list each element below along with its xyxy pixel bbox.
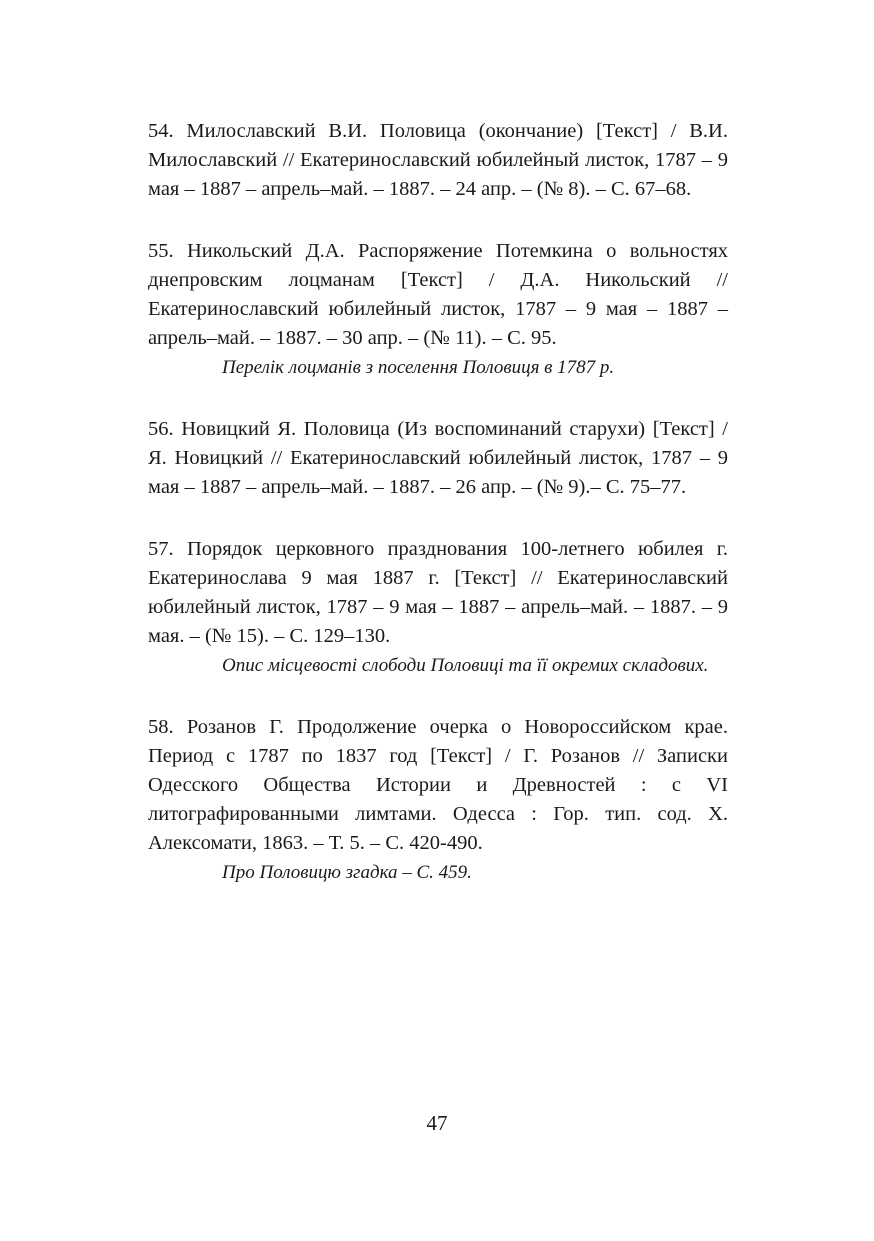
bibliography-entry-55: [148, 237, 728, 382]
entry-note: Опис місцевості слободи Половиці та її окремих складових.: [222, 655, 709, 676]
entry-text: 54. Милославский В.И. Половица (окончание) [Текст] / В.И. Милославский // Екатеринославский юбилейный листок, 1787 – 9 мая – 1887 – апрель–май. – 1887. – 24 апр. – (№ 8). – С. 67–68.: [148, 120, 728, 200]
page-body: [148, 117, 728, 920]
entry-text: 58. Розанов Г. Продолжение очерка о Новороссийском крае. Период с 1787 по 1837 год [Текст] / Г. Розанов // Записки Одесского Общества Истории и Древностей : с VI литографированными лимтами. Одесса : Гор. тип. сод. Х. Алексомати, 1863. – Т. 5. – С. 420-490.: [148, 716, 728, 854]
bibliography-entry-54: [148, 117, 728, 204]
entry-text: 55. Никольский Д.А. Распоряжение Потемкина о вольностях днепровским лоцманам [Текст] / Д.А. Никольский // Екатеринославский юбилейный листок, 1787 – 9 мая – 1887 – апрель–май. – 1887. – 30 апр. – (№ 11). – С. 95.: [148, 240, 728, 349]
page-number: 47: [426, 1111, 448, 1135]
bibliography-entry-57: [148, 535, 728, 680]
bibliography-entry-56: [148, 415, 728, 502]
entry-note: Перелік лоцманів з поселення Половиця в 1787 р.: [222, 357, 615, 378]
entry-note: Про Половицю згадка – С. 459.: [222, 862, 472, 883]
entry-text: 57. Порядок церковного празднования 100-летнего юбилея г. Екатеринослава 9 мая 1887 г. [Текст] // Екатеринославский юбилейный листок, 1787 – 9 мая – 1887 – апрель–май. – 1887. – 9 мая. – (№ 15). – С. 129–130.: [148, 538, 728, 647]
entry-text: 56. Новицкий Я. Половица (Из воспоминаний старухи) [Текст] / Я. Новицкий // Екатеринославский юбилейный листок, 1787 – 9 мая – 1887 – апрель–май. – 1887. – 26 апр. – (№ 9).– С. 75–77.: [148, 418, 728, 498]
bibliography-entry-58: [148, 713, 728, 887]
